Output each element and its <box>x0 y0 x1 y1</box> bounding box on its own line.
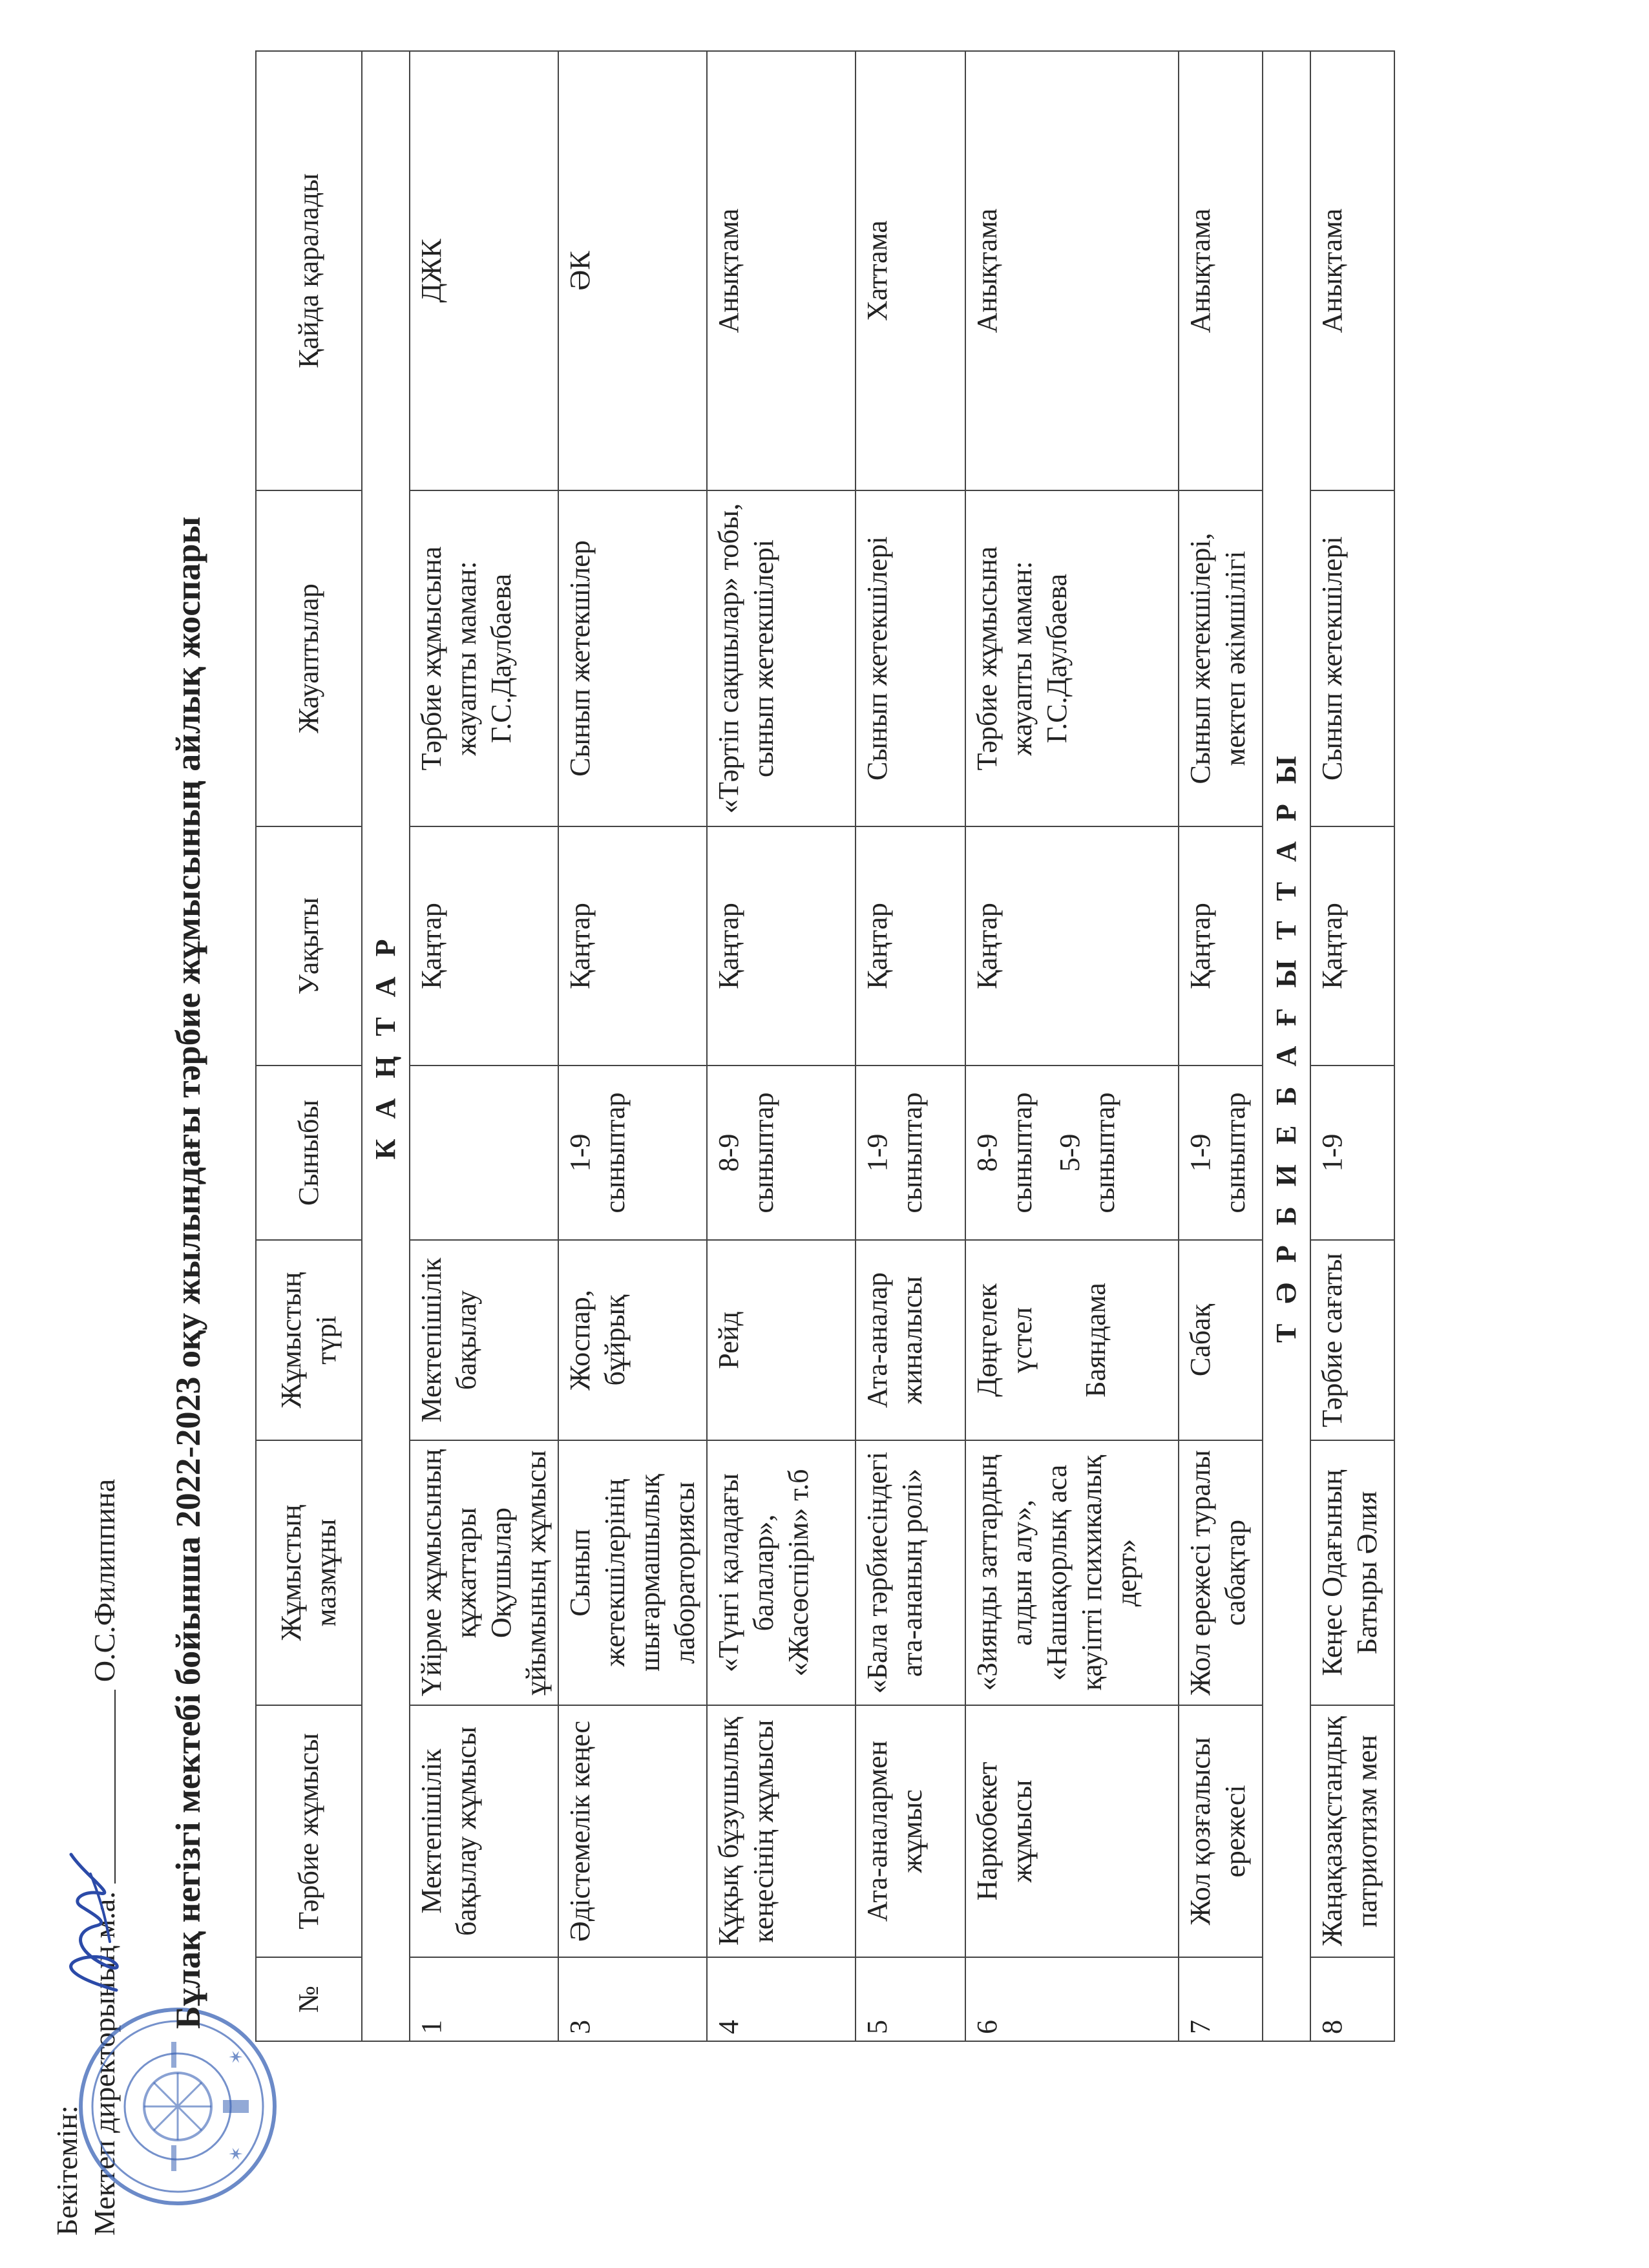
cell-responsible: Тәрбие жұмысына жауапты маман: Г.С.Даулбаева <box>965 490 1179 826</box>
cell-time: Қаңтар <box>1310 826 1394 1066</box>
header-number: № <box>256 1957 362 2041</box>
cell-responsible: Сынып жетекшілер <box>558 490 707 826</box>
cell-grade <box>410 1066 558 1240</box>
approval-label: Бекітемін: <box>50 2105 83 2236</box>
section-month: К А Ң Т А Р <box>362 51 410 2041</box>
cell-work: Мектепішілік бақылау жұмысы <box>410 1705 558 1957</box>
cell-time: Қаңтар <box>1179 826 1263 1066</box>
cell-number: 1 <box>410 1957 558 2041</box>
cell-responsible: Сынып жетекшілері <box>856 490 965 826</box>
cell-content: Үйірме жұмысының құжаттары Оқушылар ұйымының жұмысы <box>410 1440 558 1705</box>
cell-work: Ата-аналармен жұмыс <box>856 1705 965 1957</box>
cell-responsible: Сынып жетекшілері <box>1310 490 1394 826</box>
cell-time: Қаңтар <box>707 826 856 1066</box>
cell-work: Құқық бұзушылық кеңесінің жұмысы <box>707 1705 856 1957</box>
cell-type <box>965 1240 1179 1440</box>
header-type: Жұмыстың түрі <box>256 1240 362 1440</box>
table-row <box>410 51 558 2041</box>
cell-grade <box>965 1066 1179 1240</box>
school-seal-stamp <box>74 2003 281 2210</box>
svg-text:✶: ✶ <box>227 2049 247 2064</box>
table-row <box>1310 51 1394 2041</box>
cell-work: Әдістемелік кеңес <box>558 1705 707 1957</box>
cell-content: Кеңес Одағының Батыры Әлия <box>1310 1440 1394 1705</box>
cell-work: Жаңақазақстандық патриотизм мен <box>1310 1705 1394 1957</box>
cell-type: Жоспар, бұйрық <box>558 1240 707 1440</box>
cell-grade: 1-9 <box>1310 1066 1394 1240</box>
cell-where: ДЖК <box>410 51 558 490</box>
cell-grade: 8-9 сыныптар <box>707 1066 856 1240</box>
cell-type-roundtable: Дөңгелек үстел <box>971 1283 1038 1397</box>
table-row <box>965 51 1179 2041</box>
cell-grade: 1-9 сыныптар <box>558 1066 707 1240</box>
cell-time: Қаңтар <box>558 826 707 1066</box>
cell-number: 5 <box>856 1957 965 2041</box>
table-row <box>1179 51 1263 2041</box>
cell-number: 7 <box>1179 1957 1263 2041</box>
cell-type: Мектепішілік бақылау <box>410 1240 558 1440</box>
cell-grade-first: 8-9 сыныптар <box>971 1092 1038 1213</box>
svg-text:✶: ✶ <box>227 2146 247 2161</box>
cell-responsible: Сынып жетекшілері, мектеп әкімшілігі <box>1179 490 1263 826</box>
section-directions-row <box>1263 51 1310 2041</box>
cell-responsible: «Тәртіп сақшылар» тобы, сынып жетекшілері <box>707 490 856 826</box>
cell-where: Анықтама <box>1310 51 1394 490</box>
cell-type-report: Баяндама <box>1080 1283 1111 1398</box>
section-directions: Т Ә Р Б И Е Б А Ғ Ы Т Т А Р Ы <box>1263 51 1310 2041</box>
cell-work: Наркобекет жұмысы <box>965 1705 1179 1957</box>
cell-where: ӘК <box>558 51 707 490</box>
cell-where: Хаттама <box>856 51 965 490</box>
cell-content: Жол ережесі туралы сабақтар <box>1179 1440 1263 1705</box>
plan-table <box>255 50 1395 2042</box>
table-row <box>707 51 856 2041</box>
cell-number: 4 <box>707 1957 856 2041</box>
cell-content: «Бала тәрбиесіндегі ата-ананың ролі» <box>856 1440 965 1705</box>
cell-type: Ата-аналар жиналысы <box>856 1240 965 1440</box>
cell-number: 8 <box>1310 1957 1394 2041</box>
cell-content: «Түнгі қаладағы балалар», «Жасөспірім» т.б <box>707 1440 856 1705</box>
document-title: Бұлақ негізгі мектебі бойынша 2022-2023 оқу жылындағы тәрбие жұмысының айлық жоспары <box>169 516 207 2029</box>
approval-name: О.С.Филиппина <box>88 1478 121 1683</box>
cell-time: Қаңтар <box>856 826 965 1066</box>
header-work: Тәрбие жұмысы <box>256 1705 362 1957</box>
cell-where: Анықтама <box>965 51 1179 490</box>
director-signature <box>45 1835 142 2003</box>
header-responsible: Жауаптылар <box>256 490 362 826</box>
cell-time: Қаңтар <box>410 826 558 1066</box>
header-content: Жұмыстың мазмұны <box>256 1440 362 1705</box>
header-time: Уақыты <box>256 826 362 1066</box>
cell-type: Сабақ <box>1179 1240 1263 1440</box>
header-where: Қайда қаралады <box>256 51 362 490</box>
cell-grade: 1-9 сыныптар <box>1179 1066 1263 1240</box>
cell-grade: 1-9 сыныптар <box>856 1066 965 1240</box>
cell-content: «Зиянды заттардың алдын алу», «Нашақорлық аса қауіпті психикалық дерт» <box>965 1440 1179 1705</box>
cell-content: Сынып жетекшілерінің шығармашылық лабораториясы <box>558 1440 707 1705</box>
table-row <box>856 51 965 2041</box>
cell-where: Анықтама <box>707 51 856 490</box>
cell-type: Тәрбие сағаты <box>1310 1240 1394 1440</box>
cell-grade-second: 5-9 сыныптар <box>1054 1092 1120 1213</box>
cell-type: Рейд <box>707 1240 856 1440</box>
cell-work: Жол қозғалысы ережесі <box>1179 1705 1263 1957</box>
table-row <box>558 51 707 2041</box>
cell-time: Қаңтар <box>965 826 1179 1066</box>
cell-responsible: Тәрбие жұмысына жауапты маман: Г.С.Даулбаева <box>410 490 558 826</box>
cell-where: Анықтама <box>1179 51 1263 490</box>
approval-position: Мектеп директорының м.а. <box>88 1891 121 2236</box>
cell-number: 6 <box>965 1957 1179 2041</box>
table-header-row <box>256 51 362 2041</box>
header-grade: Сыныбы <box>256 1066 362 1240</box>
section-month-row <box>362 51 410 2041</box>
cell-number: 3 <box>558 1957 707 2041</box>
